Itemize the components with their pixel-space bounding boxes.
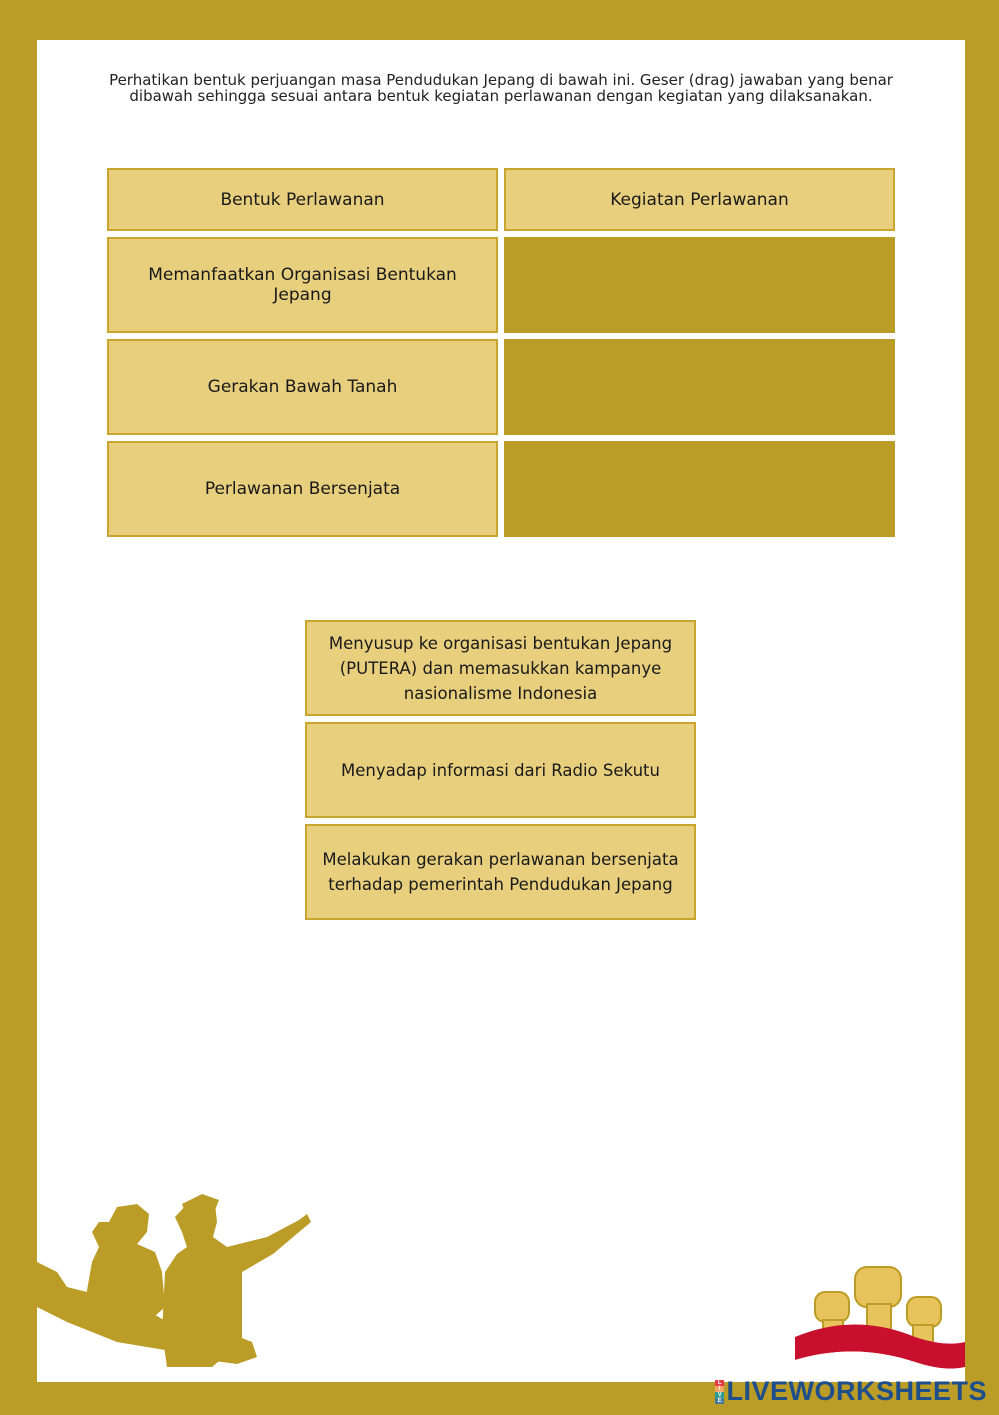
- answer-card-perlawanan-bersenjata[interactable]: Melakukan gerakan perlawanan bersenjata terhadap pemerintah Pendudukan Jepang: [305, 824, 696, 920]
- drop-zone-3[interactable]: [504, 441, 895, 537]
- answer-card-putera[interactable]: Menyusup ke organisasi bentukan Jepang (PUTERA) dan memasukkan kampanye nasionalisme Indonesia: [305, 620, 696, 716]
- header-kegiatan-perlawanan: Kegiatan Perlawanan: [504, 168, 895, 231]
- heroes-silhouette-icon: [37, 1192, 327, 1382]
- worksheet-page: [37, 40, 965, 1382]
- label-gerakan-bawah-tanah: Gerakan Bawah Tanah: [107, 339, 498, 435]
- instructions-text: Perhatikan bentuk perjuangan masa Pendudukan Jepang di bawah ini. Geser (drag) jawaban yang benar dibawah sehingga sesuai antara bentuk kegiatan perlawanan dengan kegiatan yang dilaksanakan.: [109, 71, 893, 105]
- liveworksheets-logo: [715, 1376, 987, 1407]
- raised-fists-flag-icon: [795, 1242, 965, 1382]
- logo-text: LIVEWORKSHEETS: [726, 1376, 987, 1406]
- drop-zone-2[interactable]: [504, 339, 895, 435]
- label-perlawanan-bersenjata: Perlawanan Bersenjata: [107, 441, 498, 537]
- live-badge-icon: L I V E: [715, 1380, 724, 1404]
- label-memanfaatkan-organisasi: Memanfaatkan Organisasi Bentukan Jepang: [107, 237, 498, 333]
- header-bentuk-perlawanan: Bentuk Perlawanan: [107, 168, 498, 231]
- drop-zone-1[interactable]: [504, 237, 895, 333]
- answer-card-radio-sekutu[interactable]: Menyadap informasi dari Radio Sekutu: [305, 722, 696, 818]
